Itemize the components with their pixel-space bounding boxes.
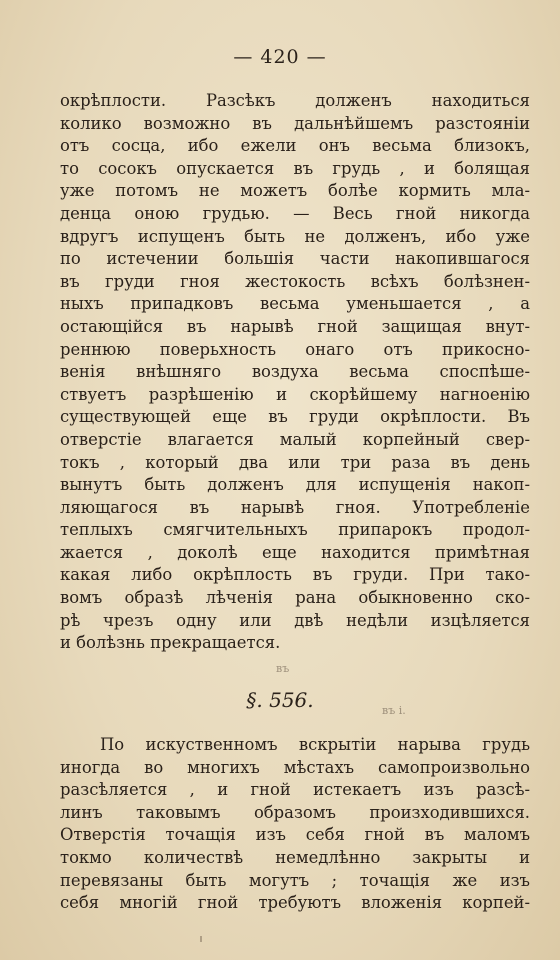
text-line: то сосокъ опускается въ грудь , и болящая [60,158,530,178]
text-line: рѣ чрезъ одну или двѣ недѣли изцѣляется [60,610,530,630]
text-line: окрѣплости. Разсѣкъ долженъ находиться [60,91,530,110]
text-line: линъ таковымъ образомъ произходившихся. [60,802,530,822]
text-line: теплыхъ смягчительныхъ припарокъ продол- [60,520,530,540]
text-line: существующей еще въ груди окрѣплости. Въ [60,407,530,427]
text-line: вдругъ испущенъ быть не долженъ, ибо уже [60,226,530,246]
text-line: токмо количествѣ немедлѣнно закрыты и [60,847,530,867]
ink-speck [200,936,202,942]
text-line: ныхъ припадковъ весьма уменьшается , а [60,294,530,314]
paragraph-section-556 [60,734,530,915]
text-line: какая либо окрѣплость въ груди. При тако- [60,565,530,585]
text-line: ствуетъ разрѣшенію и скорѣйшему нагноенію [60,384,530,404]
text-line: Отверстія точащія изъ себя гной въ маломъ [60,825,530,845]
text-line: колико возможно въ дальнѣйшемъ разстояніи [60,113,530,133]
text-line: вомъ образѣ лѣченія рана обыкновенно ско- [60,588,530,608]
paragraph-continued [60,90,530,655]
stray-mark: въ і. [382,704,406,717]
text-line: отъ сосца, ибо ежели онъ весьма близокъ, [60,136,530,156]
text-line: въ груди гноя жестокость всѣхъ болѣзнен- [60,271,530,291]
text-line: По искуственномъ вскрытіи нарыва грудь [100,735,530,754]
text-line: денца оною грудью. — Весь гной никогда [60,203,530,223]
text-line: и болѣзнь прекращается. [60,633,281,653]
text-line: иногда во многихъ мѣстахъ самопроизвольно [60,757,530,777]
text-line: реннюю поверьхность онаго отъ прикосно- [60,339,530,359]
text-line: разсѣляется , и гной истекаетъ изъ разсѣ- [60,780,530,800]
text-line: остающійся въ нарывѣ гной защищая внут- [60,316,530,336]
text-line: перевязаны быть могутъ ; точащія же изъ [60,870,530,890]
text-line: венія внѣшняго воздуха весьма споспѣше- [60,362,530,382]
stray-mark: въ [276,662,290,675]
text-line: отверстіе влагается малый корпейный свер- [60,429,530,449]
text-line: себя многій гной требуютъ вложенія корпей- [60,893,530,913]
text-line: уже потомъ не можетъ болѣе кормить мла- [60,181,530,201]
page-number: — 420 — [233,46,327,68]
text-line: жается , доколѣ еще находится примѣтная [60,542,530,562]
text-line: вынутъ быть долженъ для испущенія накоп- [60,475,530,495]
text-line: токъ , который два или три раза въ день [60,452,530,472]
section-heading: §. 556. [246,688,314,712]
text-line: ляющагося въ нарывѣ гноя. Употребленіе [60,497,530,517]
text-line: по истечении большія части накопившагося [60,249,530,269]
